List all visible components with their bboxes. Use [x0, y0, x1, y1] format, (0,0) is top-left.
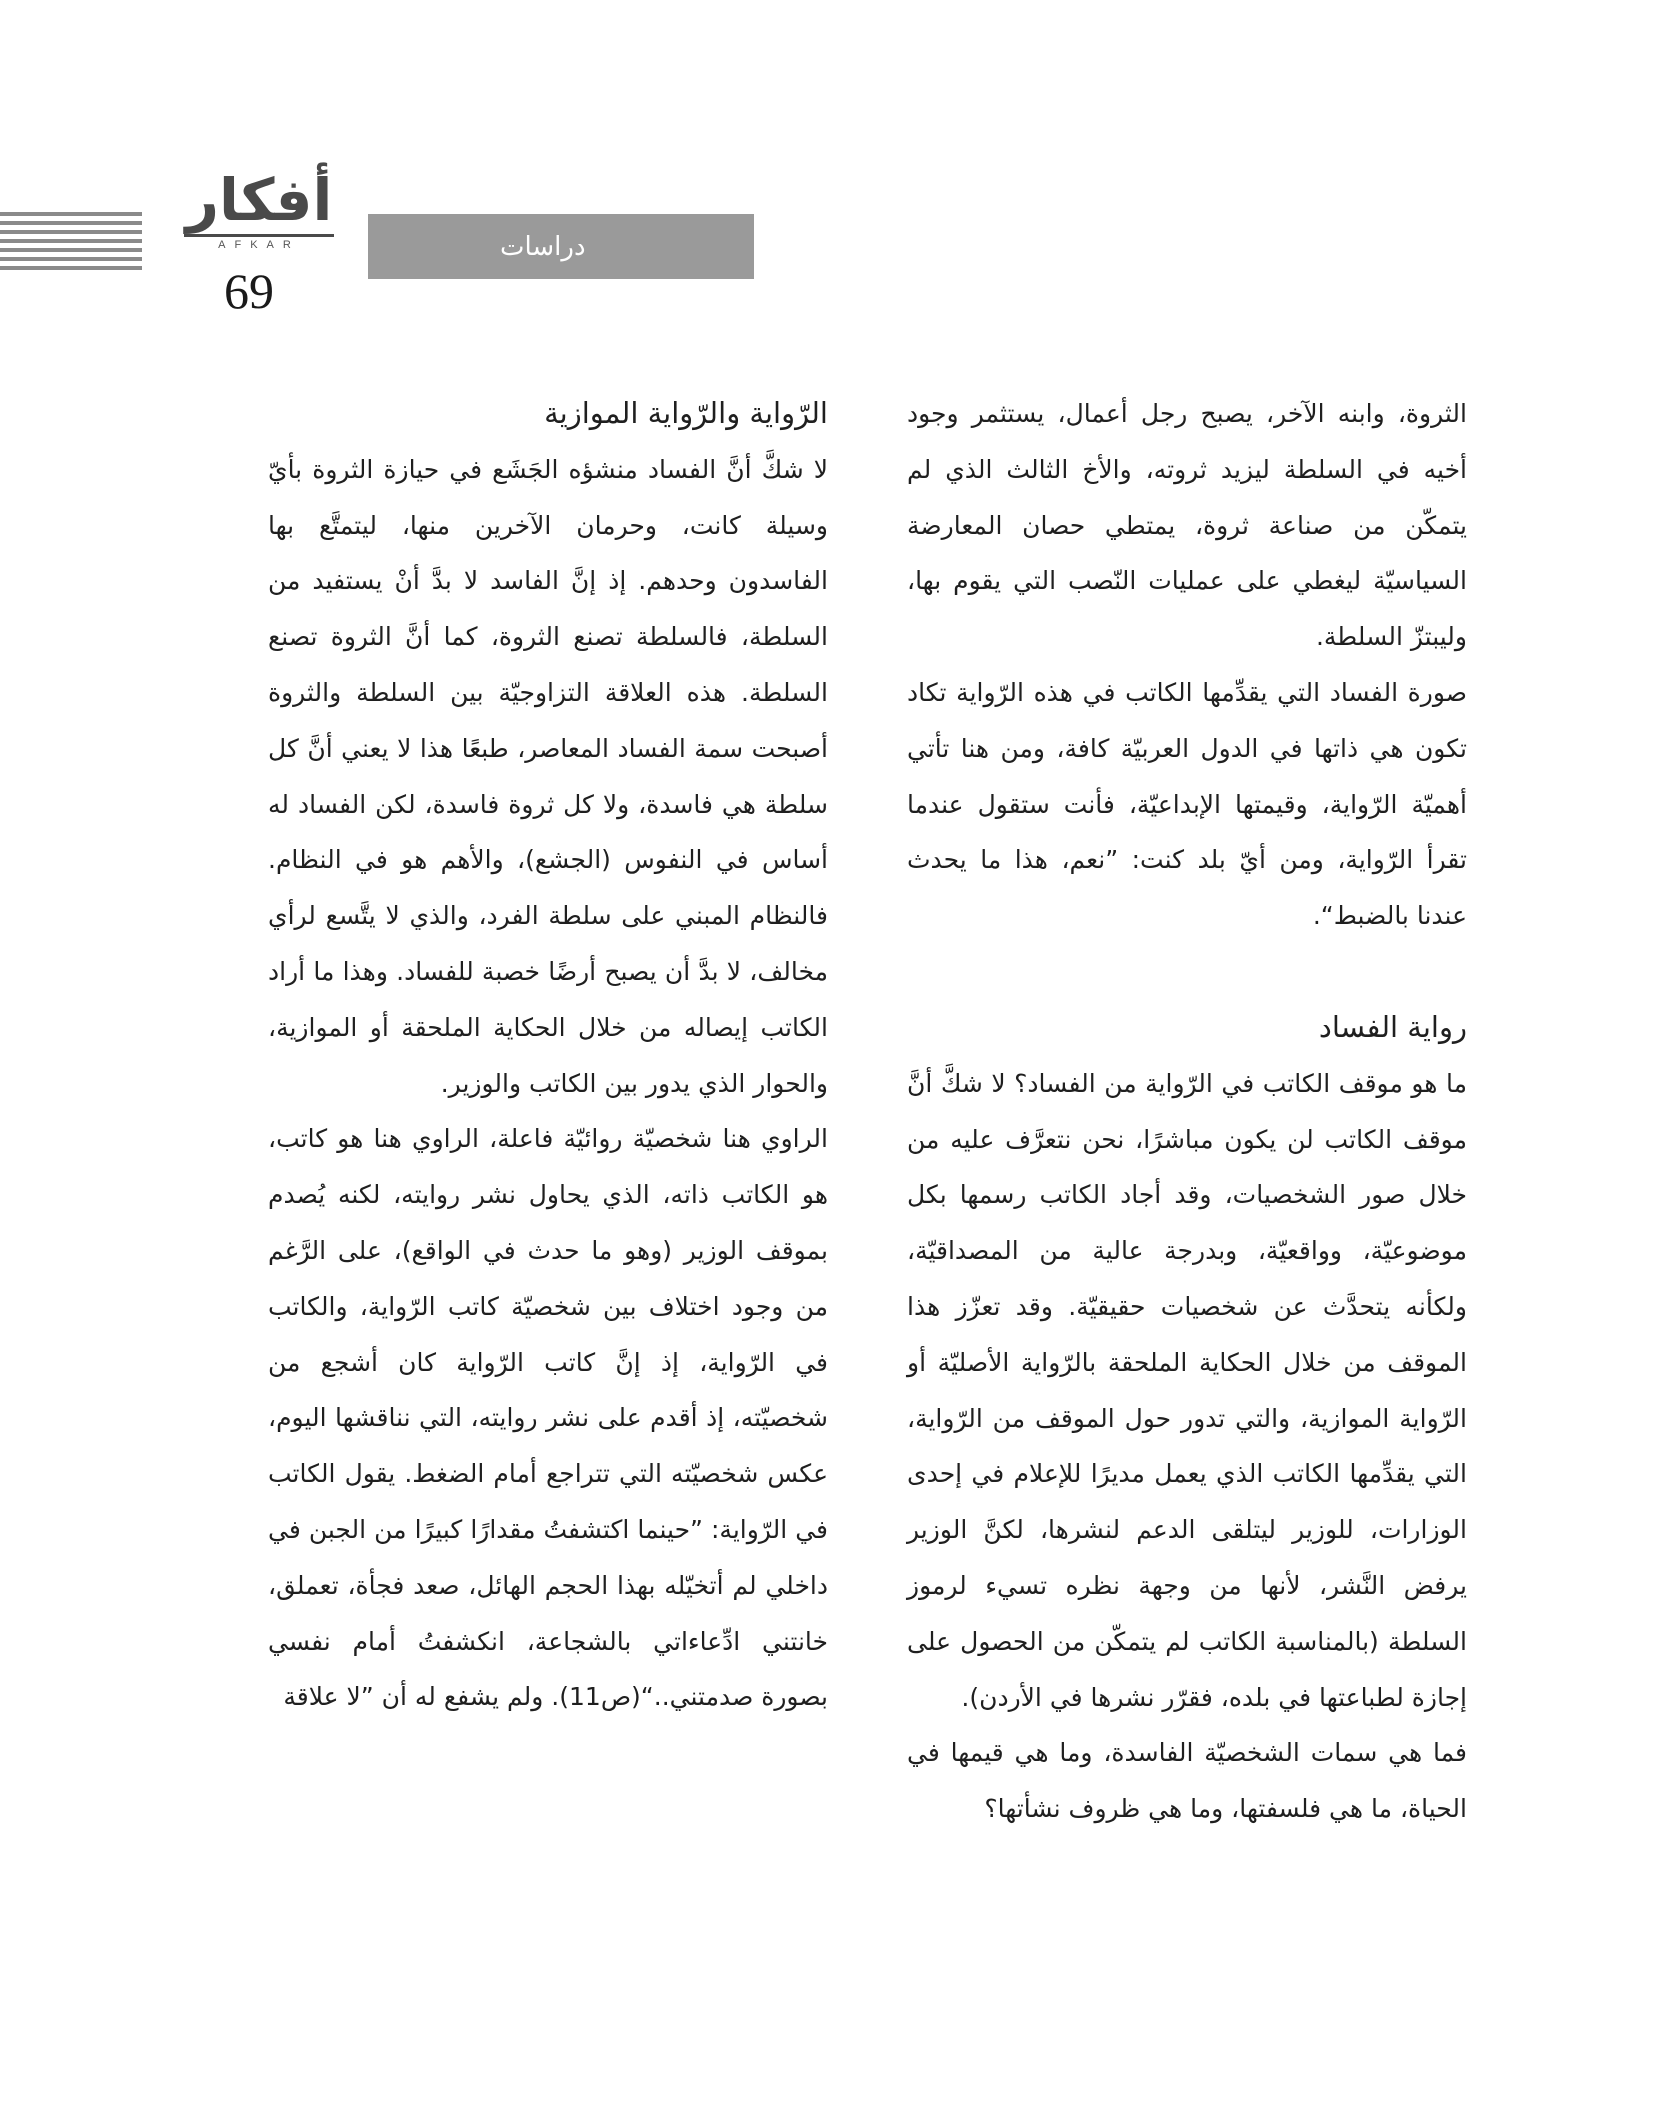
paragraph: الثروة، وابنه الآخر، يصبح رجل أعمال، يستثمر وجود أخيه في السلطة ليزيد ثروته، والأخ الثالث الذي لم يتمكّن من صناعة ثروة، يمتطي حصان المعارضة السياسيّة ليغطي على عمليات النّصب التي يقوم بها، وليبتزّ السلطة.	[907, 399, 1467, 652]
article-column-left	[268, 386, 828, 1725]
logo-arabic: أفكار	[185, 166, 333, 234]
paragraph: لا شكَّ أنَّ الفساد منشؤه الجَشَع في حيازة الثروة بأيّ وسيلة كانت، وحرمان الآخرين منها، ليتمتَّع بها الفاسدون وحدهم. إذ إنَّ الفاسد لا بدَّ أنْ يستفيد من السلطة، فالسلطة تصنع الثروة، كما أنَّ الثروة تصنع السلطة. هذه العلاقة التزاوجيّة بين السلطة والثروة أصبحت سمة الفساد المعاصر، طبعًا هذا لا يعني أنَّ كل سلطة هي فاسدة، ولا كل ثروة فاسدة، لكن الفساد له أساس في النفوس (الجشع)، والأهم هو في النظام. فالنظام المبني على سلطة الفرد، والذي لا يتَّسع لرأي مخالف، لا بدَّ أن يصبح أرضًا خصبة للفساد. وهذا ما أراد الكاتب إيصاله من خلال الحكاية الملحقة أو الموازية، والحوار الذي يدور بين الكاتب والوزير.	[268, 454, 828, 1098]
paragraph: صورة الفساد التي يقدِّمها الكاتب في هذه الرّواية تكاد تكون هي ذاتها في الدول العربيّة كافة، ومن هنا تأتي أهميّة الرّواية، وقيمتها الإبداعيّة، فأنت ستقول عندما تقرأ الرّواية، ومن أيّ بلد كنت: ”نعم، هذا ما يحدث عندنا بالضبط“.	[907, 677, 1467, 931]
page-number: 69	[224, 263, 274, 319]
section-label: دراسات	[500, 232, 586, 262]
paragraph: فما هي سمات الشخصيّة الفاسدة، وما هي قيمها في الحياة، ما هي فلسفتها، وما هي ظروف نشأتها؟	[907, 1738, 1467, 1824]
paragraph: الراوي هنا شخصيّة روائيّة فاعلة، الراوي هنا هو كاتب، هو الكاتب ذاته، الذي يحاول نشر روايته، لكنه يُصدم بموقف الوزير (وهو ما حدث في الواقع)، على الرَّغم من وجود اختلاف بين شخصيّة كاتب الرّواية، والكاتب في الرّواية، إذ إنَّ كاتب الرّواية كان أشجع من شخصيّته، إذ أقدم على نشر روايته، التي نناقشها اليوم، عكس شخصيّته التي تتراجع أمام الضغط. يقول الكاتب في الرّواية: ”حينما اكتشفتُ مقدارًا كبيرًا من الجبن في داخلي لم أتخيّله بهذا الحجم الهائل، صعد فجأة، تعملق، خانتني ادِّعاءاتي بالشجاعة، انكشفتُ أمام نفسي بصورة صدمتني..“(ص11). ولم يشفع له أن ”لا علاقة	[268, 1124, 828, 1712]
section-label-bar	[368, 214, 754, 279]
section-heading: الرّواية والرّواية الموازية	[544, 396, 828, 430]
magazine-logo	[184, 168, 334, 251]
section-heading: رواية الفساد	[1318, 1009, 1467, 1044]
header-stripes	[0, 212, 142, 275]
logo-latin: AFKAR	[218, 239, 300, 251]
spacer	[907, 944, 1467, 1000]
logo-divider	[184, 234, 334, 237]
article-column-right	[907, 386, 1467, 1837]
paragraph: ما هو موقف الكاتب في الرّواية من الفساد؟ لا شكَّ أنَّ موقف الكاتب لن يكون مباشرًا، نحن نتعرَّف عليه من خلال صور الشخصيات، وقد أجاد الكاتب رسمها بكل موضوعيّة، وواقعيّة، وبدرجة عالية من المصداقيّة، ولكأنه يتحدَّث عن شخصيات حقيقيّة. وقد تعزّز هذا الموقف من خلال الحكاية الملحقة بالرّواية الأصليّة أو الرّواية الموازية، والتي تدور حول الموقف من الرّواية، التي يقدِّمها الكاتب الذي يعمل مديرًا للإعلام في إحدى الوزارات، للوزير ليتلقى الدعم لنشرها، لكنَّ الوزير يرفض النَّشر، لأنها من وجهة نظره تسيء لرموز السلطة (بالمناسبة الكاتب لم يتمكّن من الحصول على إجازة لطباعتها في بلده، فقرّر نشرها في الأردن).	[907, 1068, 1467, 1712]
